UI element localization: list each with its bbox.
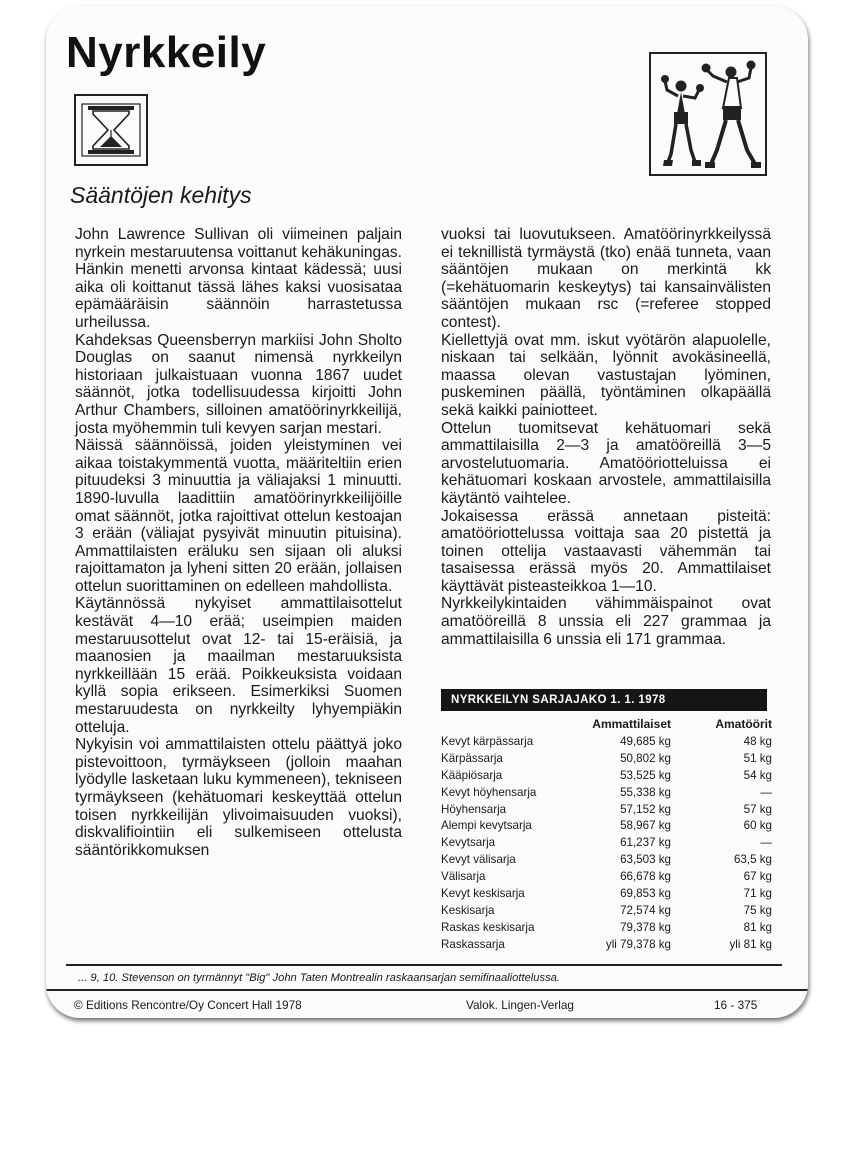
weight-class-name: Alempi kevytsarja (441, 819, 532, 833)
paragraph: Näissä säännöissä, joiden yleistyminen vei aikaa toistakymmentä vuotta, määriteltiin erien pituudeksi 3 minuuttia ja väliajaksi 1 minuutti. 1890-luvulla laadittiin amatöörinyrkkeilijöille omat säännöt, jotka rajoittivat ottelun kestoajan 3 erään (väliajat pysyivät minuutin pituisina). Ammattilaisten eräluku sen sijaan oli aluksi rajoittamaton ja lyheni sitten 20 erään, jollaisen ottelun suorittaminen on edelleen mahdollista. (75, 437, 402, 595)
weight-class-name: Kevytsarja (441, 836, 496, 850)
boxers-icon (649, 52, 767, 176)
paragraph: Jokaisessa erässä annetaan pisteitä: amatööriottelussa voittaja saa 20 pistettä ja toinen ottelija vastaavasti vähemmän tai tasaisessa erässä myös 20. Ammattilaiset käyttävät pisteasteikkoa 1—10. (441, 507, 771, 595)
divider (46, 989, 808, 991)
copyright-text: © Editions Rencontre/Oy Concert Hall 1978 (74, 998, 302, 1012)
amateur-limit: 71 kg (743, 886, 772, 900)
amateur-limit: 54 kg (743, 768, 772, 782)
amateur-limit: — (760, 836, 772, 850)
footnote: ... 9, 10. Stevenson on tyrmännyt "Big" John Taten Montrealin raskaansarjan semifinaaliottelussa. (78, 972, 561, 984)
section-subtitle: Sääntöjen kehitys (70, 182, 252, 208)
weight-class-name: Välisarja (441, 870, 486, 884)
divider (66, 964, 782, 966)
weight-class-table (441, 714, 772, 953)
pro-limit: 79,378 kg (620, 920, 671, 934)
paragraph: Ottelun tuomitsevat kehätuomari sekä ammattilaisilla 2—3 ja amatööreillä 3—5 arvostelutuomaria. Amatööriotteluissa ei kehätuomari koskaan arvostele, ammattilaisilla käytäntö vaihtelee. (441, 419, 771, 507)
table-row (441, 784, 772, 801)
column-header (441, 714, 581, 733)
pro-limit: 50,802 kg (620, 751, 671, 765)
table-row (441, 868, 772, 885)
amateur-limit: 75 kg (743, 903, 772, 917)
amateur-limit: 57 kg (743, 802, 772, 816)
table-row (441, 902, 772, 919)
page-title: Nyrkkeily (66, 28, 267, 77)
paragraph: John Lawrence Sullivan oli viimeinen paljain nyrkein mestaruutensa voittanut kehäkuningas. Hänkin menetti arvonsa kintaat kädessä; uusi aika oli koittanut tässä lähes kaksi vuosisataa epämääräisin säännöin harrastetussa urheilussa. (75, 226, 402, 331)
weight-class-name: Höyhensarja (441, 802, 507, 816)
paragraph: Kiellettyjä ovat mm. iskut vyötärön alapuolelle, niskaan tai selkään, lyönnit avokäsineellä, maassa olevan vastustajan lyöminen, puskeminen päällä, työntäminen olkapäällä sekä kaikki painiotteet. (441, 331, 771, 419)
weight-class-name: Kärpässarja (441, 751, 503, 765)
pro-limit: 58,967 kg (620, 819, 671, 833)
pro-limit: yli 79,378 kg (605, 937, 671, 951)
paragraph: Kahdeksas Queensberryn markiisi John Sholto Douglas on saanut nimensä nyrkkeilyn historiaan julkaistuaan vuonna 1867 uudet säännöt, jotka todellisuudessa kirjoitti John Arthur Chambers, silloinen amatöörinyrkkeilijä, josta myöhemmin tuli kevyen sarjan mestari. (75, 331, 402, 437)
weight-class-name: Kevyt kärpässarja (441, 734, 534, 748)
pro-limit: 69,853 kg (620, 886, 671, 900)
pro-limit: 72,574 kg (620, 903, 671, 917)
weight-class-name: Kevyt höyhensarja (441, 785, 537, 799)
table-row (441, 936, 772, 953)
pro-limit: 66,678 kg (620, 870, 671, 884)
pro-limit: 49,685 kg (620, 734, 671, 748)
weight-class-name: Keskisarja (441, 903, 495, 917)
pro-limit: 57,152 kg (620, 802, 671, 816)
table-row (441, 817, 772, 834)
weight-class-name: Kevyt keskisarja (441, 886, 525, 900)
hourglass-icon (74, 94, 148, 166)
paragraph: Käytännössä nykyiset ammattilaisottelut kestävät 4—10 erää; useimpien maiden mestaruusottelut ovat 12- tai 15-eräisiä, ja maanosien ja maailman mestaruuksista nyrkkeillään 15 erää. Poikkeuksista voidaan kyllä sopia erikseen. Esimerkiksi Suomen mestaruudesta on nyrkkeilty lyhyempiäkin otteluja. (75, 595, 402, 736)
weight-class-name: Kääpiösarja (441, 768, 503, 782)
paragraph: Nykyisin voi ammattilaisten ottelu päättyä joko pistevoittoon, tyrmäykseen (jolloin maahan lyödylle lasketaan luku kymmeneen), tekniseen tyrmäykseen (kehätuomari keskeyttää ottelun toisen nyrkkeilijän ylivoimaisuuden vuoksi), diskvalifiointiin eli sulkemiseen ottelusta sääntörikkomuksen (75, 736, 402, 859)
amateur-limit: 60 kg (743, 819, 772, 833)
amateur-limit: yli 81 kg (729, 937, 772, 951)
table-header-row (441, 714, 772, 733)
table-row (441, 750, 772, 767)
amateur-limit: — (760, 785, 772, 799)
pro-limit: 63,503 kg (620, 853, 671, 867)
table-row (441, 885, 772, 902)
pro-limit: 55,338 kg (620, 785, 671, 799)
column-header: Ammattilaiset (592, 716, 671, 731)
card-number: 16 - 375 (714, 998, 758, 1012)
table-row (441, 767, 772, 784)
pro-limit: 53,525 kg (620, 768, 671, 782)
table-row (441, 834, 772, 851)
table-row (441, 801, 772, 818)
table-row (441, 851, 772, 868)
amateur-limit: 81 kg (743, 920, 772, 934)
body-column-left (75, 226, 402, 859)
photo-credit: Valok. Lingen-Verlag (466, 998, 574, 1012)
weight-class-name: Kevyt välisarja (441, 853, 516, 867)
amateur-limit: 67 kg (743, 870, 772, 884)
weight-class-name: Raskas keskisarja (441, 920, 535, 934)
table-row (441, 919, 772, 936)
amateur-limit: 48 kg (743, 734, 772, 748)
pro-limit: 61,237 kg (620, 836, 671, 850)
paragraph: vuoksi tai luovutukseen. Amatöörinyrkkeilyssä ei teknillistä tyrmäystä (tko) enää tunneta, vaan sääntöjen mukaan on merkintä kk (=kehätuomarin keskeytys) tai kansainvälisten sääntöjen mukaan rsc (=referee stopped contest). (441, 226, 771, 331)
paragraph: Nyrkkeilykintaiden vähimmäispainot ovat amatööreillä 8 unssia eli 227 grammaa ja ammattilaisilla 6 unssia eli 171 grammaa. (441, 595, 771, 648)
amateur-limit: 51 kg (743, 751, 772, 765)
body-column-right (441, 226, 771, 648)
table-row (441, 733, 772, 750)
column-header: Amatöörit (715, 716, 772, 731)
weight-class-table-title: NYRKKEILYN SARJAJAKO 1. 1. 1978 (441, 689, 767, 711)
amateur-limit: 63,5 kg (733, 853, 772, 867)
sport-card (46, 6, 808, 1018)
weight-class-name: Raskassarja (441, 937, 505, 951)
